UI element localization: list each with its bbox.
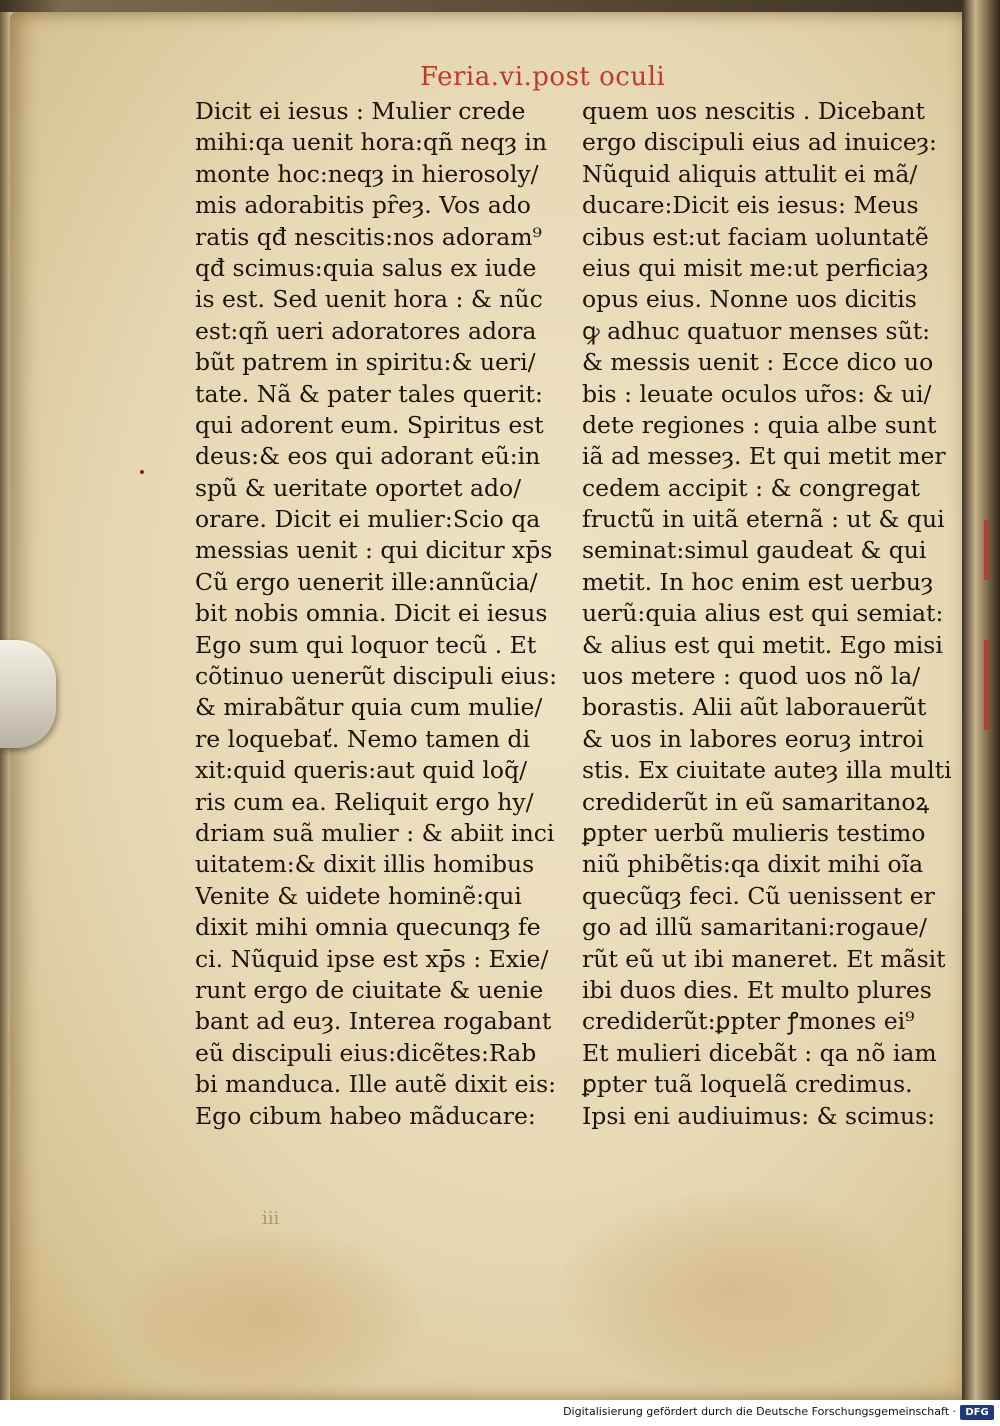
running-head: Feria.vi.post oculi bbox=[420, 62, 666, 92]
text-line: messias uenit : qui dicitur xp̄s bbox=[195, 536, 553, 565]
text-line: Et mulieri dicebãt : qa nõ iam bbox=[582, 1038, 937, 1067]
ink-speck bbox=[140, 470, 144, 474]
text-line: ratis qđ nescitis:nos adoram⁹ bbox=[195, 222, 542, 251]
red-edge-mark bbox=[984, 640, 990, 730]
text-line: cõtinuo uenerũt discipuli eius: bbox=[195, 662, 558, 691]
text-line: & mirabãtur quia cum mulie/ bbox=[195, 693, 543, 722]
text-line: ris cum ea. Reliquit ergo hy/ bbox=[195, 787, 534, 816]
water-stain bbox=[560, 1190, 900, 1390]
text-line: cibus est:ut faciam uoluntatẽ bbox=[582, 222, 929, 251]
text-column-right bbox=[582, 96, 952, 1132]
text-line: opus eius. Nonne uos dicitis bbox=[582, 285, 917, 314]
text-line: bit nobis omnia. Dicit ei iesus bbox=[195, 599, 548, 628]
text-line: mis adorabitis pȓeȝ. Vos ado bbox=[195, 191, 531, 220]
page-clip bbox=[0, 640, 56, 748]
text-line: ꝑpter uerbũ mulieris testimo bbox=[582, 818, 926, 847]
footer-credit: Digitalisierung gefördert durch die Deutsche Forschungsgemeinschaft · bbox=[563, 1405, 956, 1418]
text-line: seminat:simul gaudeat & qui bbox=[582, 536, 927, 565]
text-line: deus:& eos qui adorant eũ:in bbox=[195, 442, 541, 471]
signature-mark: iii bbox=[262, 1208, 280, 1229]
text-line: runt ergo de ciuitate & uenie bbox=[195, 975, 544, 1004]
text-line: uerũ:quia alius est qui semiat: bbox=[582, 599, 944, 628]
text-line: Nũquid aliquis attulit ei mã/ bbox=[582, 159, 918, 188]
text-line: mihi:qa uenit hora:qñ neqȝ in bbox=[195, 128, 548, 157]
text-line: crediderũt:ꝑpter ꝭmones ei⁹ bbox=[582, 1007, 915, 1036]
text-line: qui adorent eum. Spiritus est bbox=[195, 410, 544, 439]
red-edge-mark bbox=[984, 520, 990, 580]
text-line: re loquebať. Nemo tamen di bbox=[195, 724, 530, 753]
page-edge-right bbox=[962, 0, 1000, 1400]
text-line: xit:quid queris:aut quid loq̃/ bbox=[195, 756, 528, 785]
text-line: qđ scimus:quia salus ex iude bbox=[195, 253, 537, 282]
water-stain bbox=[120, 1230, 420, 1400]
text-line: uitatem:& dixit illis homibus bbox=[195, 850, 535, 879]
text-line: is est. Sed uenit hora : & nũc bbox=[195, 285, 543, 314]
text-line: bant ad euȝ. Interea rogabant bbox=[195, 1007, 552, 1036]
text-line: orare. Dicit ei mulier:Scio qa bbox=[195, 505, 541, 534]
text-line: ꝑpter tuã loquelã credimus. bbox=[582, 1070, 913, 1099]
text-line: spũ & ueritate oportet ado/ bbox=[195, 473, 522, 502]
text-line: go ad illũ samaritani:rogaue/ bbox=[582, 913, 927, 942]
text-line: Ego sum qui loquor tecũ . Et bbox=[195, 630, 537, 659]
text-line: dixit mihi omnia quecunqȝ fe bbox=[195, 913, 541, 942]
text-line: crediderũt in eũ samaritanoꝝ bbox=[582, 787, 930, 816]
text-line: bũt patrem in spiritu:& ueri/ bbox=[195, 348, 536, 377]
text-line: driam suã mulier : & abiit inci bbox=[195, 818, 555, 847]
text-line: fructũ in uitã eternã : ut & qui bbox=[582, 505, 945, 534]
text-line: cedem accipit : & congregat bbox=[582, 473, 920, 502]
text-line: uos metere : quod uos nõ la/ bbox=[582, 662, 921, 691]
text-line: eũ discipuli eius:dicẽtes:Rab bbox=[195, 1038, 537, 1067]
text-line: quecũqȝ feci. Cũ uenissent er bbox=[582, 881, 935, 910]
text-line: niũ phibẽtis:qa dixit mihi oĩa bbox=[582, 850, 924, 879]
text-line: bis : leuate oculos ur̃os: & ui/ bbox=[582, 379, 932, 408]
text-line: rũt eũ ut ibi maneret. Et mãsit bbox=[582, 944, 946, 973]
text-line: eius qui misit me:ut perficiaȝ bbox=[582, 253, 929, 282]
text-line: ducare:Dicit eis iesus: Meus bbox=[582, 191, 919, 220]
text-line: metit. In hoc enim est uerbuȝ bbox=[582, 567, 934, 596]
text-line: quem uos nescitis . Dicebant bbox=[582, 97, 925, 125]
text-line: ꝙ adhuc quatuor menses sũt: bbox=[582, 316, 931, 345]
text-line: & uos in labores eoruȝ introi bbox=[582, 724, 924, 753]
text-line: dete regiones : quia albe sunt bbox=[582, 410, 937, 439]
text-line: Dicit ei iesus : Mulier crede bbox=[195, 97, 526, 125]
text-line: Ego cibum habeo mãducare: bbox=[195, 1101, 536, 1130]
text-line: tate. Nã & pater tales querit: bbox=[195, 379, 543, 408]
text-line: Venite & uidete hominẽ:qui bbox=[195, 881, 522, 910]
text-line: monte hoc:neqȝ in hierosoly/ bbox=[195, 159, 539, 188]
text-line: Cũ ergo uenerit ille:annũcia/ bbox=[195, 567, 538, 596]
text-column-left bbox=[195, 96, 565, 1132]
text-line: ci. Nũquid ipse est xp̄s : Exie/ bbox=[195, 944, 549, 973]
text-line: bi manduca. Ille autẽ dixit eis: bbox=[195, 1070, 557, 1099]
text-line: & alius est qui metit. Ego misi bbox=[582, 630, 943, 659]
text-line: est:qñ ueri adoratores adora bbox=[195, 316, 537, 345]
text-line: stis. Ex ciuitate auteȝ illa multi bbox=[582, 756, 952, 785]
text-line: Ipsi eni audiuimus: & scimus: bbox=[582, 1101, 936, 1130]
text-line: borastis. Alii aũt laborauerũt bbox=[582, 693, 927, 722]
text-line: ibi duos dies. Et multo plures bbox=[582, 975, 932, 1004]
text-line: iã ad messeȝ. Et qui metit mer bbox=[582, 442, 946, 471]
digitization-footer bbox=[0, 1400, 1000, 1426]
text-line: & messis uenit : Ecce dico uo bbox=[582, 348, 934, 377]
text-line: ergo discipuli eius ad inuiceȝ: bbox=[582, 128, 937, 157]
dfg-logo: DFG bbox=[960, 1405, 994, 1420]
